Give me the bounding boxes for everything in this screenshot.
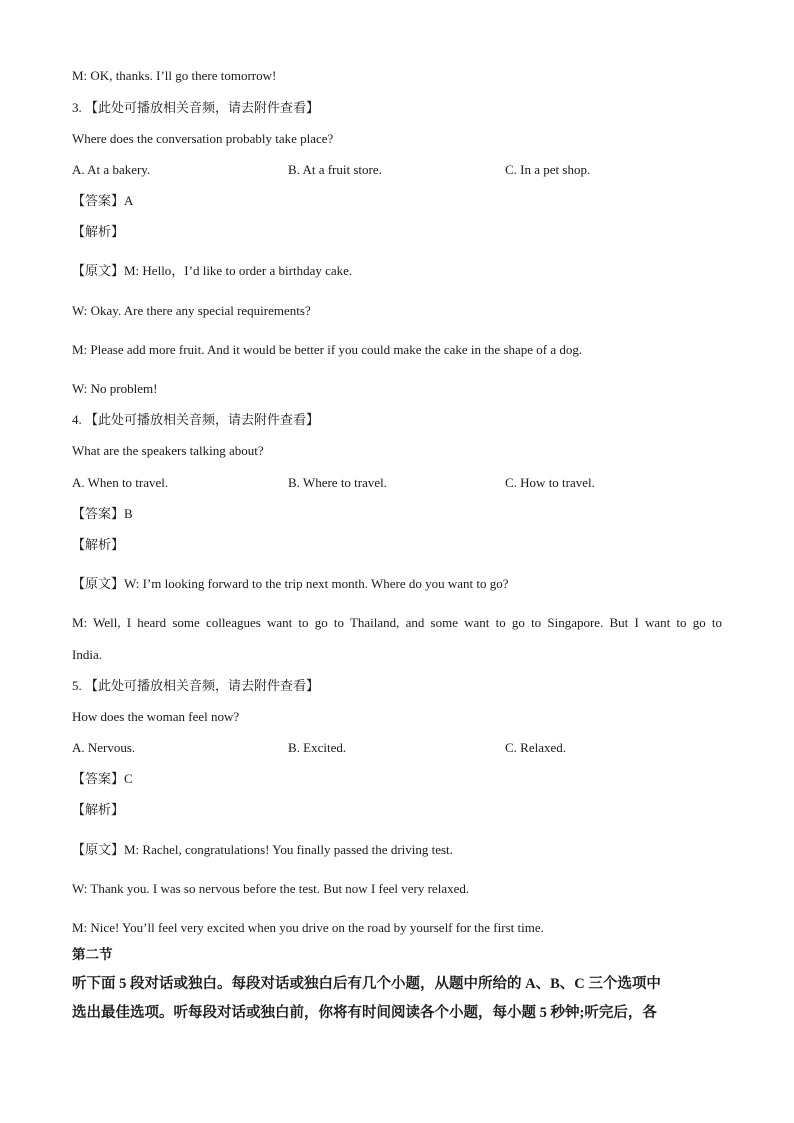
q3-option-c: C. In a pet shop. xyxy=(505,162,591,177)
q5-option-c: C. Relaxed. xyxy=(505,740,567,755)
q5-option-b: B. Excited. xyxy=(288,740,347,755)
q4-option-c: C. How to travel. xyxy=(505,475,595,490)
q5-transcript-line: M: Nice! You’ll feel very excited when you drive on the road by yourself for the first time. xyxy=(72,920,544,935)
q5-answer: 【答案】C xyxy=(72,771,133,786)
q3-option-b: B. At a fruit store. xyxy=(288,162,382,177)
q4-option-a: A. When to travel. xyxy=(72,475,169,490)
section-instructions-line: 听下面 5 段对话或独白。每段对话或独白后有几个小题，从题中所给的 A、B、C 三个选项中 xyxy=(72,976,661,992)
q5-header: 5. 【此处可播放相关音频，请去附件查看】 xyxy=(72,678,320,693)
q3-transcript-line: M: Please add more fruit. And it would be better if you could make the cake in the shape of a dog. xyxy=(72,342,583,357)
q5-analysis: 【解析】 xyxy=(72,802,125,817)
q4-transcript-line: India. xyxy=(72,647,102,662)
section-title: 第二节 xyxy=(72,947,113,962)
q3-analysis: 【解析】 xyxy=(72,224,125,239)
q4-question: What are the speakers talking about? xyxy=(72,443,264,458)
q4-header: 4. 【此处可播放相关音频，请去附件查看】 xyxy=(72,412,320,427)
q5-question: How does the woman feel now? xyxy=(72,709,240,724)
q3-option-a: A. At a bakery. xyxy=(72,162,151,177)
q4-transcript-line: 【原文】W: I’m looking forward to the trip next month. Where do you want to go? xyxy=(72,576,509,591)
q4-analysis: 【解析】 xyxy=(72,537,125,552)
q3-question: Where does the conversation probably take place? xyxy=(72,131,334,146)
q5-transcript-line: W: Thank you. I was so nervous before the test. But now I feel very relaxed. xyxy=(72,881,470,896)
q4-transcript-line: M: Well, I heard some colleagues want to go to Thailand, and some want to go to Singapore. But I want to go to xyxy=(72,615,722,630)
q3-answer: 【答案】A xyxy=(72,193,134,208)
q2-transcript-tail: M: OK, thanks. I’ll go there tomorrow! xyxy=(72,68,277,83)
q3-transcript-line: W: Okay. Are there any special requirements? xyxy=(72,303,311,318)
q3-transcript-line: 【原文】M: Hello，I’d like to order a birthday cake. xyxy=(72,263,353,278)
q3-transcript-line: W: No problem! xyxy=(72,381,158,396)
q5-transcript-line: 【原文】M: Rachel, congratulations! You finally passed the driving test. xyxy=(72,842,453,857)
section-instructions-line: 选出最佳选项。听每段对话或独白前，你将有时间阅读各个小题，每小题 5 秒钟;听完后，各 xyxy=(72,1005,657,1021)
q4-option-b: B. Where to travel. xyxy=(288,475,388,490)
q4-answer: 【答案】B xyxy=(72,506,133,521)
q5-option-a: A. Nervous. xyxy=(72,740,136,755)
q3-header: 3. 【此处可播放相关音频，请去附件查看】 xyxy=(72,100,320,115)
